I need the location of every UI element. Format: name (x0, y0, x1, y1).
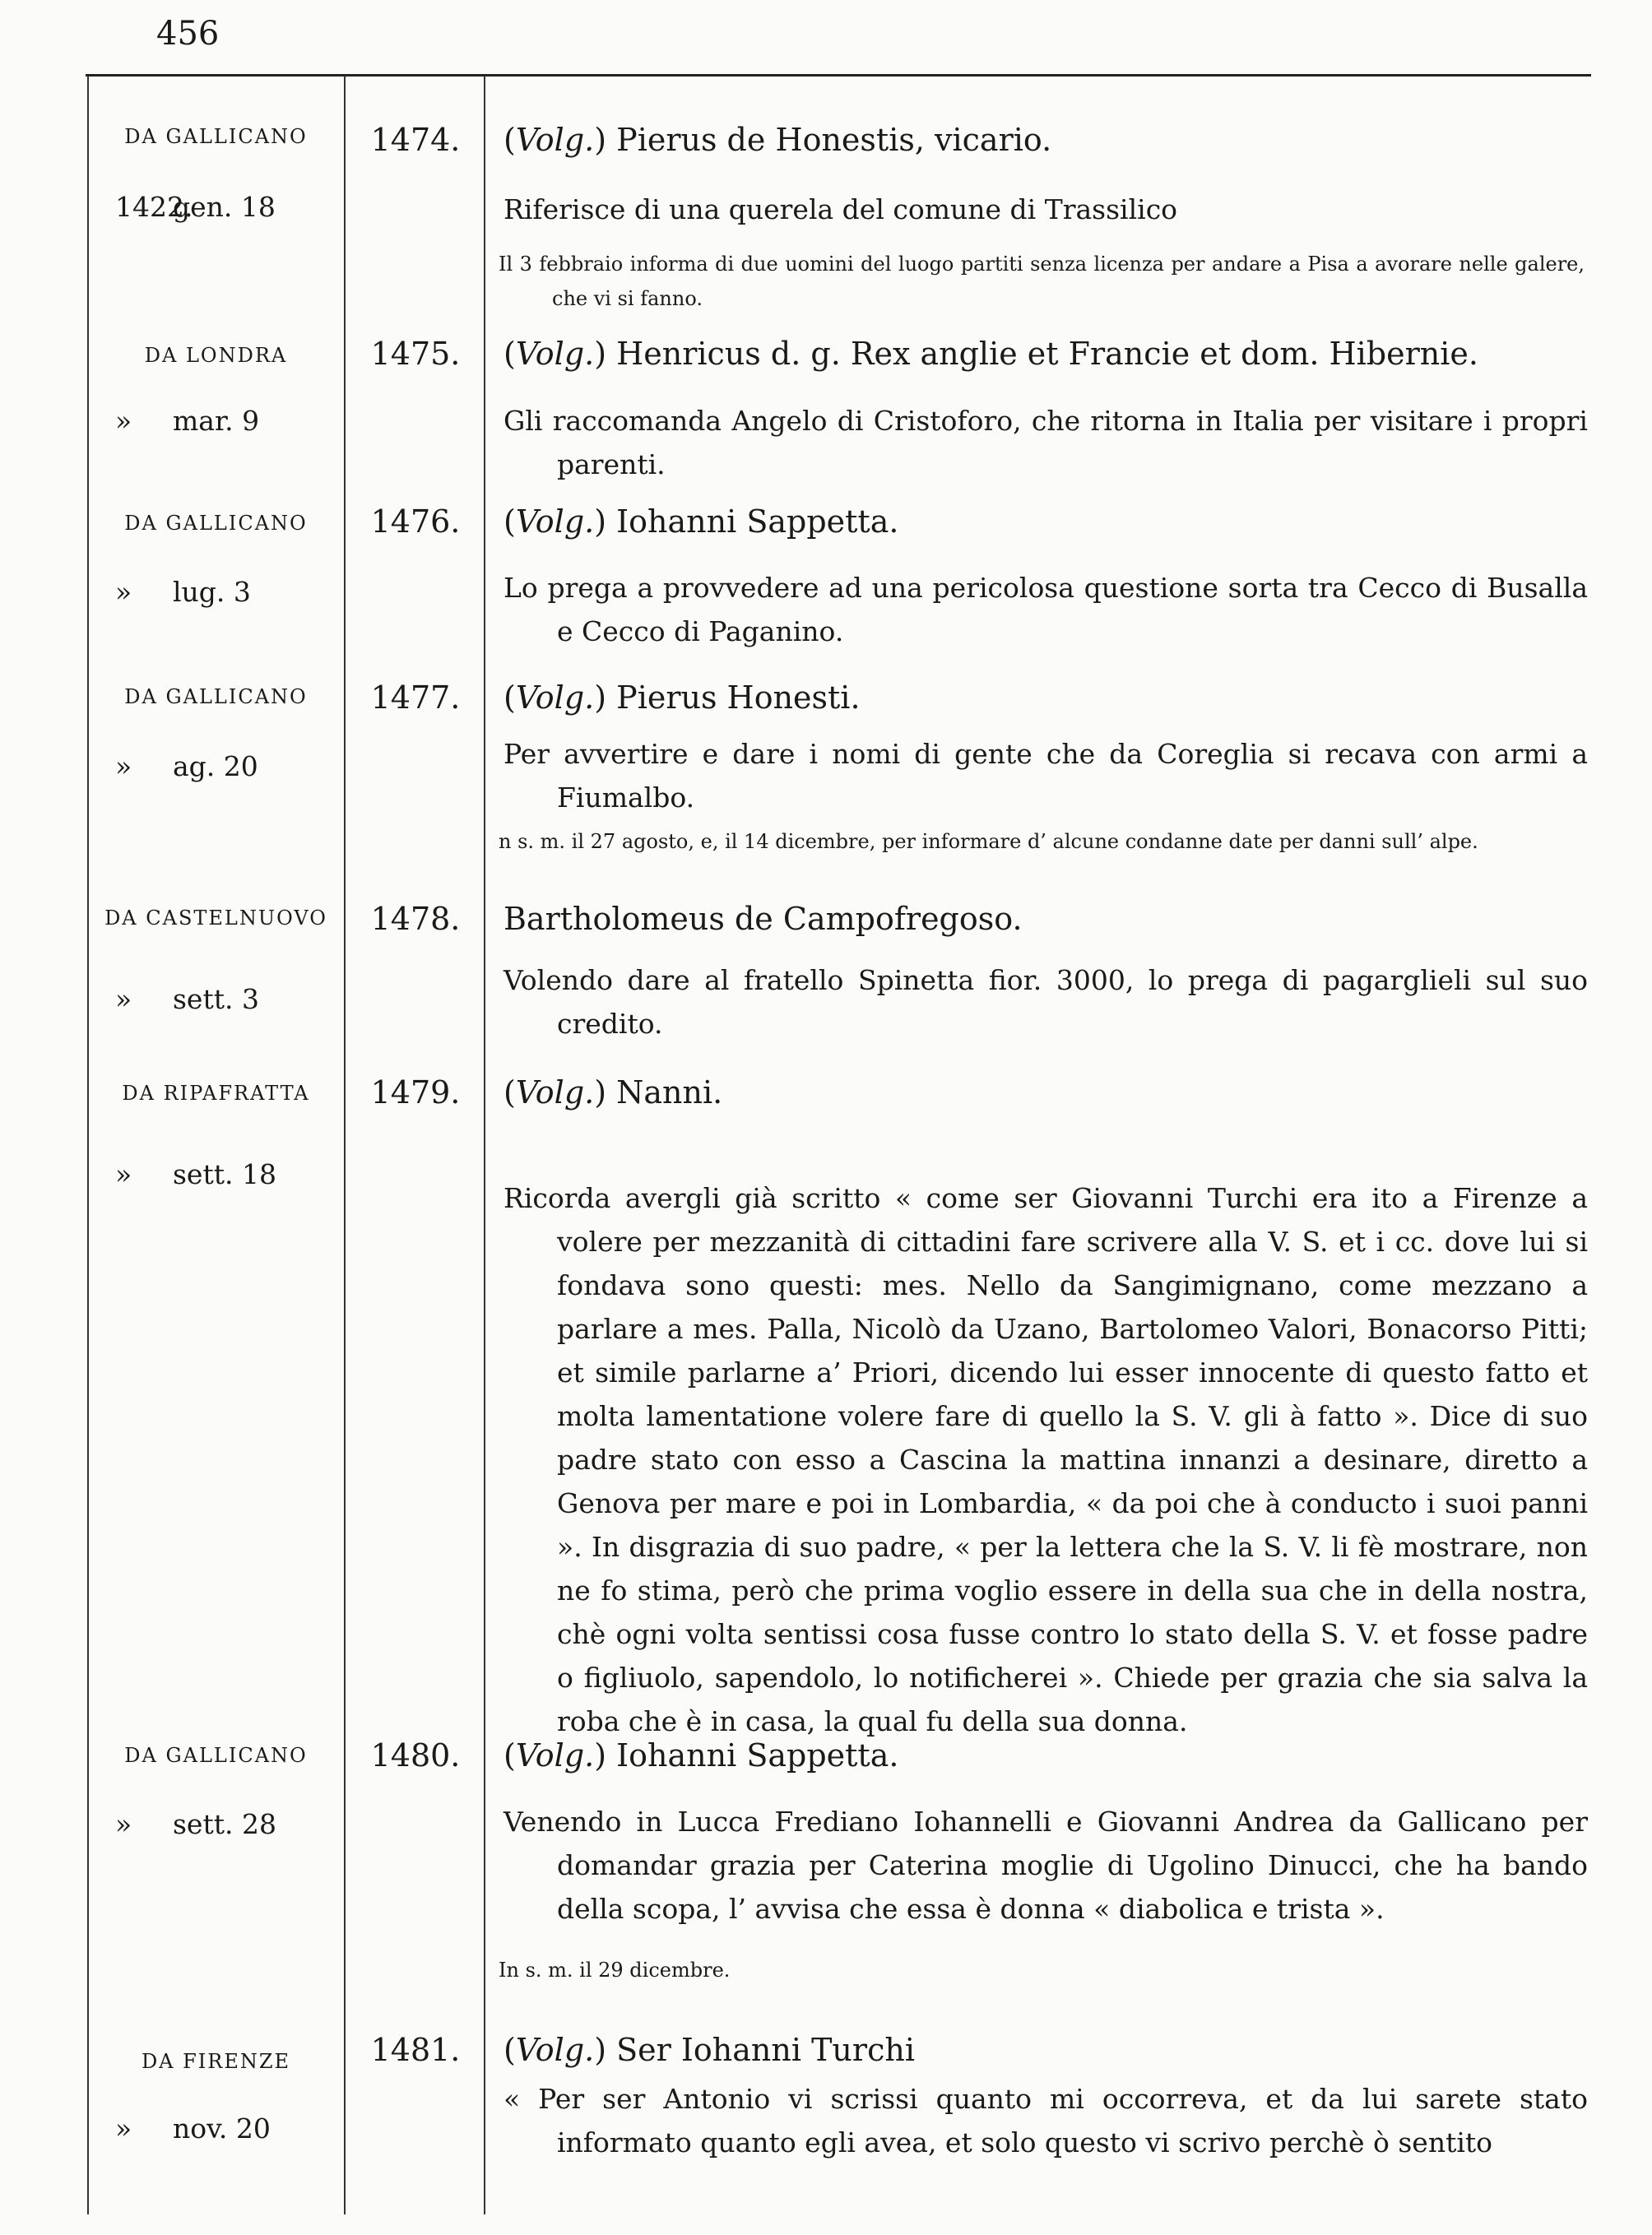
entry-date-day: mar. 9 (173, 405, 260, 437)
entry-note: n s. m. il 27 agosto, e, il 14 dicembre, per informare d’ alcune condanne date per danni sull’ alpe. (499, 830, 1478, 853)
column-divider-date (344, 76, 346, 2214)
entry-heading: (Volg.) Ser Iohanni Turchi (503, 2032, 915, 2068)
entry-sender: Henricus d. g. Rex anglie et Francie et dom. Hibernie. (616, 336, 1478, 372)
entry-number: 1477. (370, 679, 461, 716)
entry-date (115, 576, 321, 608)
entry-place: DA GALLICANO (124, 1744, 308, 1767)
entry-date-year: » (115, 2112, 132, 2145)
vernacular-tag: Volg. (515, 679, 595, 716)
entry-heading: (Volg.) Henricus d. g. Rex anglie et Francie et dom. Hibernie. (503, 336, 1478, 372)
entry-sender: Iohanni Sappetta. (616, 503, 899, 540)
entry-date-year: » (115, 983, 132, 1015)
entry-date-year: » (115, 576, 132, 608)
top-rule (86, 74, 1591, 77)
entry-note: In s. m. il 29 dicembre. (499, 1959, 731, 1982)
entry-summary: Riferisce di una querela del comune di Trassilico (503, 193, 1178, 225)
entry-date (115, 1158, 321, 1190)
entry-date-day: sett. 3 (173, 983, 259, 1015)
entry-place: DA CASTELNUOVO (104, 907, 327, 930)
page-number: 456 (156, 15, 220, 53)
entry-number: 1479. (370, 1074, 461, 1111)
entry-place: DA GALLICANO (124, 685, 308, 708)
entry-date-year: » (115, 1158, 132, 1190)
entry-number: 1475. (370, 336, 461, 372)
vernacular-tag: Volg. (515, 122, 595, 158)
entry-summary: Ricorda avergli già scritto « come ser Giovanni Turchi era ito a Firenze a volere per mezzanità di cittadini fare scrivere alla V. S. et i cc. dove lui si fondava sono questi: mes. Nello da Sangimignano, come mezzano a parlare a mes. Palla, Nicolò da Uzano, Bartolomeo Valori, Bonacorso Pitti; et simile parlarne a’ Priori, dicendo lui esser innocente di questo fatto et molta lamentatione volere fare di quello la S. V. gli à fatto ». Dice di suo padre stato con esso a Cascina la mattina innanzi a desinare, diretto a Genova per mare e poi in Lombardia, « da poi che à conducto i suoi panni ». In disgrazia di suo padre, « per la lettera che la S. V. li fè mostrare, non ne fo stima, però che prima voglio essere in della sua che in della nostra, chè ogni volta sentissi cosa fusse contro lo stato della S. V. et fosse padre o figliuolo, sapendolo, lo notificherei ». Chiede per grazia che sia salva la roba che è in casa, la qual fu della sua donna. (503, 1182, 1588, 1737)
entry-date-year: » (115, 750, 132, 782)
entry-date-day: ag. 20 (173, 750, 258, 782)
entry-date (115, 191, 321, 223)
entry-summary: Per avvertire e dare i nomi di gente che da Coreglia si recava con armi a Fiumalbo. (503, 738, 1588, 814)
entry-date-day: nov. 20 (173, 2112, 271, 2145)
entry-date-day: lug. 3 (173, 576, 251, 608)
entry-number: 1478. (370, 901, 461, 937)
entry-number: 1480. (370, 1737, 461, 1774)
entry-heading (503, 901, 1023, 937)
entry-date (115, 405, 321, 437)
entry-heading: (Volg.) Iohanni Sappetta. (503, 1737, 899, 1774)
vernacular-tag: Volg. (515, 503, 595, 540)
entry-summary: Volendo dare al fratello Spinetta fior. 3000, lo prega di pagarglieli sul suo credito. (503, 964, 1588, 1040)
vernacular-tag: Volg. (515, 2032, 595, 2068)
entry-heading: (Volg.) Iohanni Sappetta. (503, 503, 899, 540)
entry-heading: (Volg.) Nanni. (503, 1074, 723, 1111)
entry-date (115, 2112, 321, 2145)
entry-date-day: sett. 18 (173, 1158, 276, 1190)
entry-summary: Venendo in Lucca Frediano Iohannelli e Giovanni Andrea da Gallicano per domandar grazia per Caterina moglie di Ugolino Dinucci, che ha bando della scopa, l’ avvisa che essa è donna « diabolica e trista ». (503, 1806, 1588, 1925)
entry-place: DA RIPAFRATTA (122, 1082, 310, 1105)
vernacular-tag: Volg. (515, 1074, 595, 1111)
entry-sender: Iohanni Sappetta. (616, 1737, 899, 1774)
entry-sender: Pierus de Honestis, vicario. (616, 122, 1052, 158)
entry-place: DA GALLICANO (124, 125, 308, 148)
entry-place: DA LONDRA (144, 344, 288, 367)
entry-sender: Bartholomeus de Campofregoso. (503, 901, 1023, 937)
entry-sender: Pierus Honesti. (616, 679, 861, 716)
entry-date-day: gen. 18 (173, 191, 276, 223)
entry-date-year: 1422. (115, 191, 193, 223)
entry-date-year: » (115, 1808, 132, 1840)
entry-place: DA GALLICANO (124, 512, 308, 535)
entry-number: 1476. (370, 503, 461, 540)
entry-date (115, 750, 321, 782)
entry-date (115, 1808, 321, 1840)
entry-number: 1474. (370, 122, 461, 158)
entry-sender: Ser Iohanni Turchi (616, 2032, 915, 2068)
entry-date-year: » (115, 405, 132, 437)
entry-number: 1481. (370, 2032, 461, 2068)
entry-summary: Gli raccomanda Angelo di Cristoforo, che ritorna in Italia per visitare i propri parenti. (503, 405, 1588, 480)
entry-date (115, 983, 321, 1015)
entry-sender: Nanni. (616, 1074, 723, 1111)
column-divider-number (484, 76, 485, 2214)
entry-summary: « Per ser Antonio vi scrissi quanto mi occorreva, et da lui sarete stato informato quanto egli avea, et solo questo vi scrivo perchè ò sentito (503, 2083, 1588, 2158)
entry-place: DA FIRENZE (141, 2050, 291, 2073)
entry-note: Il 3 febbraio informa di due uomini del luogo partiti senza licenza per andare a Pisa a avorare nelle galere, che vi si fanno. (499, 253, 1585, 310)
entry-heading: (Volg.) Pierus de Honestis, vicario. (503, 122, 1052, 158)
vernacular-tag: Volg. (515, 336, 595, 372)
entry-heading: (Volg.) Pierus Honesti. (503, 679, 861, 716)
left-border-line (87, 76, 89, 2214)
vernacular-tag: Volg. (515, 1737, 595, 1774)
entry-summary: Lo prega a provvedere ad una pericolosa questione sorta tra Cecco di Busalla e Cecco di Paganino. (503, 572, 1588, 647)
entry-date-day: sett. 28 (173, 1808, 276, 1840)
